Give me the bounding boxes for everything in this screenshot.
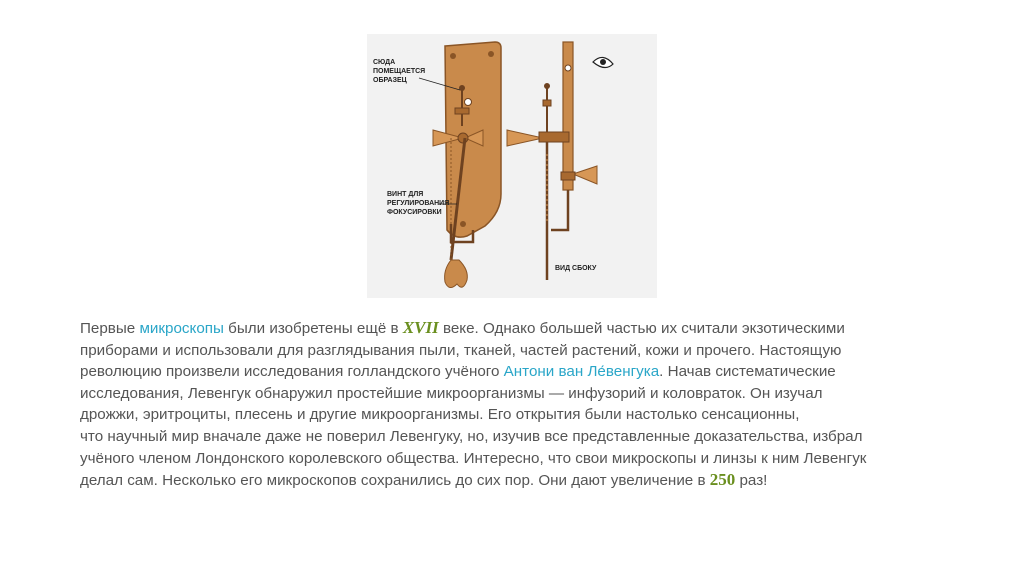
text-line-3 (80, 361, 960, 383)
magnification-highlight: 250 (709, 470, 736, 490)
text-segment: делал сам. Несколько его микроскопов сохранились до сих пор. Они дают увеличение в (80, 472, 710, 490)
label-specimen-3: ОБРАЗЕЦ (373, 77, 407, 84)
text-line-8 (80, 469, 960, 492)
side-plate (563, 42, 573, 190)
eye-pupil (600, 59, 606, 65)
text-segment: веке. Однако большей частью их считали экзотическими (438, 320, 845, 337)
label-screw-3: ФОКУСИРОВКИ (387, 209, 442, 216)
side-bracket (551, 190, 568, 230)
side-knob-bar-2 (561, 172, 575, 180)
label-specimen-1: СЮДА (373, 59, 396, 66)
side-point (544, 83, 550, 89)
lens (465, 99, 472, 106)
knob-center (458, 133, 468, 143)
text-segment: были изобретены ещё в (223, 320, 403, 337)
text-segment: раз! (735, 472, 768, 490)
microscopes-link[interactable]: микроскопы (139, 320, 224, 337)
label-screw-1: ВИНТ ДЛЯ (387, 191, 424, 198)
text-segment: . Начав систематические (659, 363, 836, 381)
rivet (460, 221, 466, 227)
side-block (543, 100, 551, 106)
text-line-6: что научный мир вначале даже не поверил Левенгуку, но, изучив все представленные доказательства, избрал (80, 427, 863, 445)
microscope-drawing (367, 34, 657, 298)
text-line-7: учёного членом Лондонского королевского общества. Интересно, что свои микроскопы и линзы к ним Левенгук (80, 449, 867, 467)
rivet (450, 53, 456, 59)
handle (445, 260, 468, 288)
side-lens (565, 65, 571, 71)
text-line-5: дрожжи, эритроциты, плесень и другие микроорганизмы. Его открытия были настолько сенсационны, (80, 406, 800, 424)
label-side-view: ВИД СБОКУ (555, 265, 597, 272)
side-knob-wing (507, 130, 543, 146)
text-segment: Первые (80, 320, 140, 337)
rivet (488, 51, 494, 57)
side-knob-bar (539, 132, 569, 142)
side-knob-wing-2 (573, 166, 597, 184)
description-paragraph (80, 317, 960, 492)
leeuwenhoek-microscope-illustration (367, 34, 657, 298)
century-highlight: XVII (402, 318, 439, 337)
label-specimen-2: ПОМЕЩАЕТСЯ (373, 68, 426, 75)
label-screw-2: РЕГУЛИРОВАНИЯ (387, 200, 450, 207)
text-line-1 (80, 317, 960, 340)
text-line-2: приборами и использовали для разглядывания пыли, тканей, частей растений, кожи и прочего. Настоящую (80, 341, 842, 359)
text-line-4: исследования, Левенгук обнаружил простейшие микроорганизмы — инфузорий и коловраток. Он изучал (80, 384, 823, 402)
leeuwenhoek-link[interactable]: Антони ван Ле́венгука (503, 363, 660, 381)
text-segment: революцию произвели исследования голландского учёного (80, 363, 504, 381)
pin-block (455, 108, 469, 114)
